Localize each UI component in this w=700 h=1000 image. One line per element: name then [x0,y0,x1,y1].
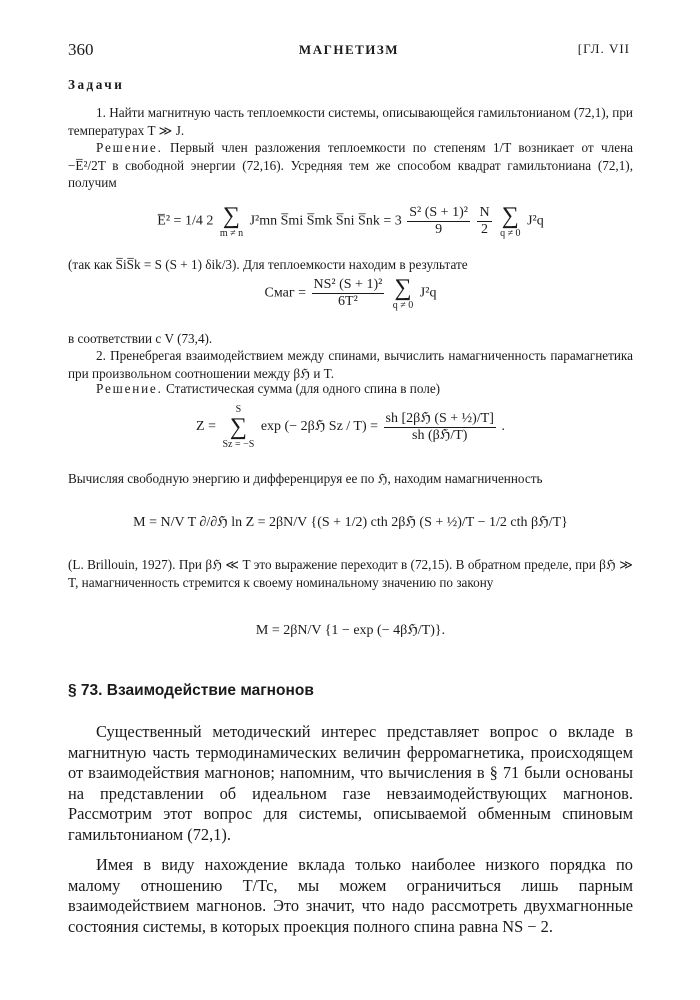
problem-2-mid: Вычисляя свободную энергию и дифференцируя ее по ℌ, находим намагниченность [68,471,543,486]
eq1-lhs: E̅² = [157,213,185,229]
problem-1-solution [68,139,633,192]
equation-magnetization: M = N/V T ∂/∂ℌ ln Z = 2βN/V {(S + 1/2) cth 2βℌ (S + ½)/T − 1/2 cth βℌ/T} [133,515,568,530]
problem-1-text: 1. Найти магнитную часть теплоемкости системы, описывающейся гамильтонианом (72,1), при температурах T ≫ J. [68,105,633,138]
eq3-sum: S ∑ Sz = −S [222,404,255,450]
section-paragraph-2: Имея в виду нахождение вклада только наиболее низкого порядка по малому отношению T/Tc, мы можем ограничиться лишь парным взаимодействием магнонов. Это значит, что надо рассмотреть двухмагнонные состояния системы, в которых проекция полного спина равна NS − 2. [68,855,633,936]
problem-2-after: (L. Brillouin, 1927). При βℌ ≪ T это выражение переходит в (72,15). В обратном пределе, при βℌ ≫ T, намагниченность стремится к своему номинальному значению по закону [68,557,633,590]
eq1-mid: 2 [206,213,214,229]
eq2-lhs: Cмаг = [264,285,310,301]
eq1-tail: J²q [527,213,544,229]
eq1-coef: 1/4 [184,213,203,229]
solution-label-2: Решение. [96,381,163,396]
eq1-sum: ∑ m ≠ n [219,203,244,239]
equation-magnetization-limit: M = 2βN/V {1 − exp (− 4βℌ/T)}. [255,623,446,638]
problems-heading: Задачи [68,77,125,92]
eq1-sum2: ∑ q ≠ 0 [500,203,521,239]
problems-heading-block [68,76,633,94]
running-header [68,40,630,64]
eq3-frac: $\frac{\text{sh [2βℌ (S + ½)/T]}}{\text{sh (βℌ/T)}}$ [385,410,494,443]
eq3-lhs: Z = [196,419,220,435]
equation-partition-sum: Z = S ∑ Sz = −S exp (− 2βℌ Sz / T) = $\frac{\text{sh [2βℌ (S + ½)/T]}}{\text{sh (βℌ/T)}}$ . [196,404,505,450]
running-title: МАГНЕТИЗМ [298,42,400,57]
solution-text-2: Статистическая сумма (для одного спина в поле) [165,381,441,396]
solution-label-1: Решение. [96,140,163,155]
between-equations-text: (так как S̅iS̅k = S (S + 1) δik/3). Для теплоемкости находим в результате [68,257,468,272]
problem-2-text: 2. Пренебрегая взаимодействием между спинами, вычислить намагниченность парамагнетика при произвольном соотношении между βℌ и T. [68,348,633,381]
eq2-sum: ∑ q ≠ 0 [392,275,414,311]
eq1-body: J²mn S̅mi S̅mk S̅ni S̅nk = 3 [249,213,402,229]
eq1-frac: $\frac{\text{S² (S + 1)²}}{9}$ [409,205,468,237]
problem-2-solution [68,380,633,398]
chapter-marker: [ГЛ. VII [577,41,630,56]
eq1-frac2: $\frac{N}{2}$ [479,205,490,237]
eq2-frac: $\frac{\text{NS² (S + 1)²}}{\text{6T²}}$ [313,277,383,309]
section-paragraph-1: Существенный методический интерес представляет вопрос о вкладе в магнитную часть термодинамических величин ферромагнетика, происходящем от взаимодействия магнонов; напомним, что вычисления в § 71 были основаны на представлении об идеальном газе невзаимодействующих магнонов. Рассмотрим этот вопрос для системы, описываемой обменным спиновым гамильтонианом (72,1). [68,722,633,844]
eq3-body: exp (− 2βℌ Sz / T) = [260,419,379,435]
section-title: § 73. Взаимодействие магнонов [68,682,314,699]
solution-text-1: Первый член разложения теплоемкости по степеням 1/T возникает от члена −E̅²/2T в свободной энергии (72,16). Усредняя тем же способом квадрат гамильтониана (72,1), получим [68,140,633,190]
equation-energy-square [68,204,633,239]
page-number: 360 [68,40,94,59]
problem-1-end: в соответствии с V (73,4). [68,331,213,346]
eq2-tail: J²q [419,285,437,301]
equation-heat-capacity [68,276,633,311]
